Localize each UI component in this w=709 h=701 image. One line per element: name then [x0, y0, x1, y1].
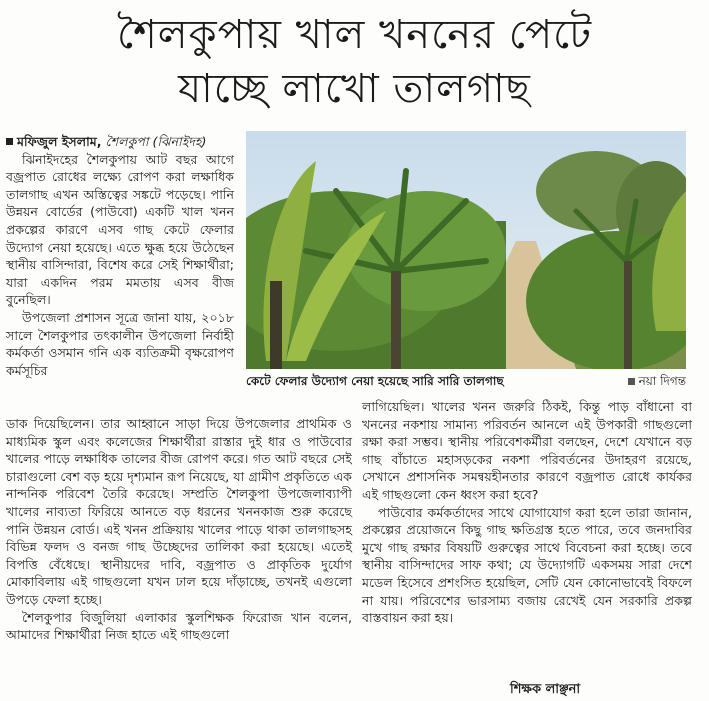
body-paragraph: পাউবোর কর্মকর্তাদের সাথে যোগাযোগ করা হলে তারা জানান, প্রকল্পের প্রয়োজনে কিছু গাছ ক্ষতিগ্রস্ত হতে পারে, তবে জনদাবির মুখে গাছ রক্ষার বিষয়টি গুরুত্বের সাথে বিবেচনা করা হচ্ছে। তবে স্থানীয় বাসিন্দাদের সাফ কথা; যে উদ্যোগটি একসময় সারা দেশে মডেল হিসেবে প্রশংসিত হয়েছিল, সেটি যেন কোনোভাবেই বিফলে না যায়। পরিবেশের ভারসাম্য বজায় রেখেই যেন সরকারি প্রকল্প বাস্তবায়ন করা হয়।	[362, 504, 692, 626]
headline-line-1: শৈলকুপায় খাল খননের পেটে	[116, 12, 593, 58]
caption-text: কেটে ফেলার উদ্যোগ নেয়া হয়েছে সারি সারি তালগাছ	[246, 374, 504, 388]
bullet-square-icon	[6, 138, 13, 145]
headline-line-2: যাচ্ছে লাখো তালগাছ	[178, 66, 531, 112]
byline	[6, 133, 234, 151]
credit-text: নয়া দিগন্ত	[638, 374, 686, 388]
bullet-square-icon	[628, 378, 635, 385]
byline-author: মফিজুল ইসলাম,	[17, 134, 102, 149]
article-photo	[246, 131, 686, 369]
body-paragraph: ঝিনাইদহের শৈলকুপায় আট বছর আগে বজ্রপাত রোধের লক্ষ্যে রোপণ করা লক্ষাধিক তালগাছ এখন অস্তিত্বের সঙ্কটে পড়েছে। পানি উন্নয়ন বোর্ডের (পাউবো) একটি খাল খনন প্রকল্পের কারণে এসব গাছ কেটে ফেলার উদ্যোগ নেয়া হয়েছে। এতে ক্ষুব্ধ হয়ে উঠেছেন স্থানীয় বাসিন্দারা, বিশেষ করে সেই শিক্ষার্থীরা; যারা একদিন পরম মমতায় এসব বীজ বুনেছিল।	[6, 151, 234, 308]
middle-column	[6, 415, 352, 644]
next-article-headline: শিক্ষক লাঞ্ছনা	[510, 682, 581, 697]
photo-credit	[628, 372, 686, 390]
photo-caption	[246, 372, 686, 390]
byline-place: শৈলকুপা (ঝিনাইদহ)	[105, 134, 207, 149]
body-paragraph: ডাক দিয়েছিলেন। তার আহ্বানে সাড়া দিয়ে উপজেলার প্রাথমিক ও মাধ্যমিক স্কুল এবং কলেজের শিক্ষার্থীরা রাস্তার দুই ধার ও পাউবোর খালের পাড়ে লক্ষাধিক তালের বীজ রোপণ করে। গত আট বছরে সেই চারাগুলো বেশ বড় হয়ে দৃশ্যমান রূপ নিয়েছে, যা গ্রামীণ প্রকৃতিতে এক নান্দনিক পরিবেশ তৈরি করেছে। সম্প্রতি শৈলকুপা উপজেলাব্যাপী খালের নাব্যতা ফিরিয়ে আনতে বড় ধরনের খননকাজ শুরু করেছে পানি উন্নয়ন বোর্ড। এই খনন প্রক্রিয়ায় খালের পাড়ে থাকা তালগাছসহ বিভিন্ন ফলদ ও বনজ গাছ উচ্ছেদের তালিকা করা হয়েছে। এতেই বিপত্তি বেঁধেছে। স্থানীয়দের দাবি, বজ্রপাত ও প্রাকৃতিক দুর্যোগ মোকাবিলায় এই গাছগুলো যখন ঢাল হয়ে দাঁড়াচ্ছে, তখনই এগুলো উপড়ে ফেলা হচ্ছে।	[6, 416, 352, 607]
left-column	[6, 133, 234, 379]
right-column	[362, 398, 692, 627]
body-paragraph: লাগিয়েছিল। খালের খনন জরুরি ঠিকই, কিন্তু পাড় বাঁধানো বা খননের নকশায় সামান্য পরিবর্তন আনলে এই উপকারী গাছগুলো রক্ষা করা সম্ভব। স্থানীয় পরিবেশকর্মীরা বলছেন, দেশে যেখানে বড় গাছ বাঁচাতে মহাসড়কের নকশা পরিবর্তনের উদাহরণ রয়েছে, সেখানে প্রশাসনিক সমন্বয়হীনতার কারণে বজ্রপাত রোধে কার্যকর এই গাছগুলো কেন ধ্বংস করা হবে?	[362, 399, 692, 502]
headline	[0, 8, 709, 116]
body-paragraph: শৈলকুপার বিজুলিয়া এলাকার স্কুলশিক্ষক ফিরোজ খান বলেন, আমাদের শিক্ষার্থীরা নিজ হাতে এই গাছগুলো	[6, 609, 352, 643]
palm-road-image	[246, 131, 686, 369]
body-paragraph: উপজেলা প্রশাসন সূত্রে জানা যায়, ২০১৮ সালে শৈলকুপার তৎকালীন উপজেলা নির্বাহী কর্মকর্তা ওসমান গনি এক ব্যতিক্রমী বৃক্ষরোপণ কর্মসূচির	[6, 309, 234, 378]
